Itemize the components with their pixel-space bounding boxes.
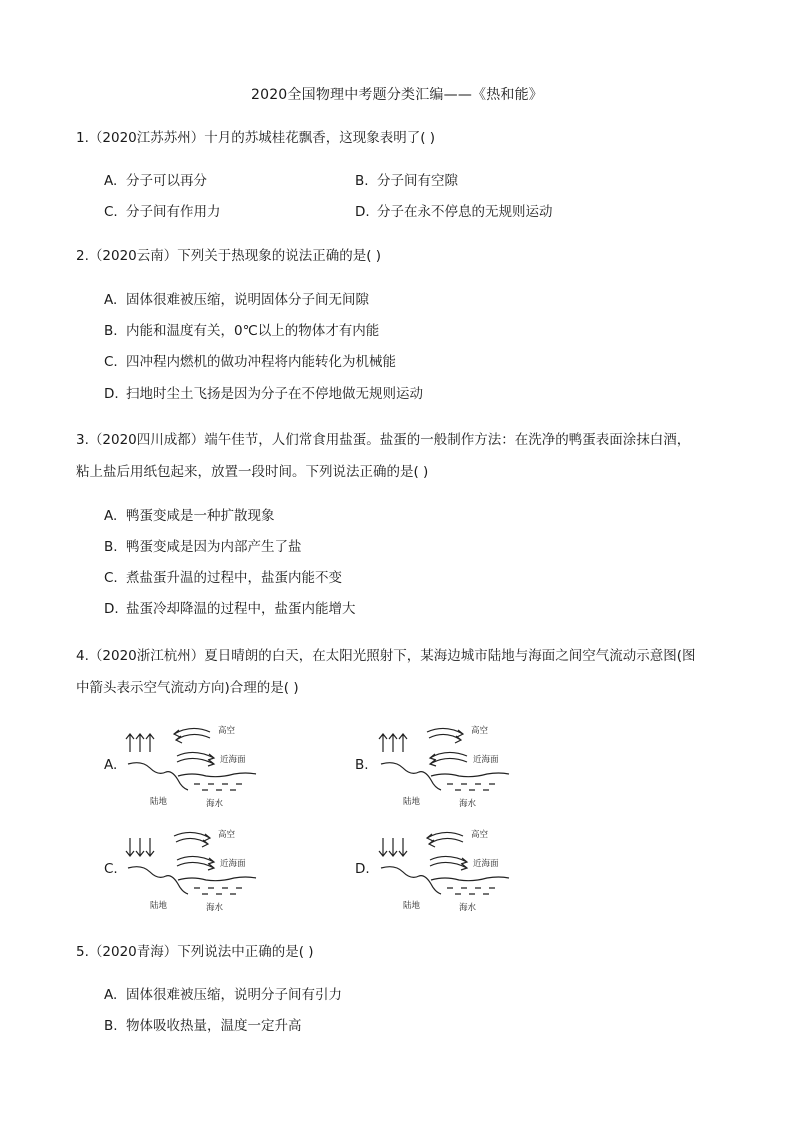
option-label: B. xyxy=(104,1018,118,1034)
down-arrow-icon xyxy=(379,838,387,856)
q3-option-d xyxy=(104,599,356,619)
question-number: 5. xyxy=(76,944,89,960)
q3-option-a xyxy=(104,506,275,526)
q2-option-a xyxy=(104,290,369,310)
label-near-sea: 近海面 xyxy=(473,859,499,869)
question-text: （2020云南）下列关于热现象的说法正确的是( ) xyxy=(88,248,382,264)
option-text: 盐蛋冷却降温的过程中，盐蛋内能增大 xyxy=(126,601,356,617)
q4-option-d-label: D. xyxy=(355,861,370,877)
up-arrow-icon xyxy=(389,734,397,752)
question-text: （2020青海）下列说法中正确的是( ) xyxy=(88,944,314,960)
sea-surface xyxy=(178,773,256,777)
question-1-stem xyxy=(76,124,736,152)
label-land: 陆地 xyxy=(403,901,421,911)
water-marks xyxy=(194,888,242,894)
option-text: 分子间有作用力 xyxy=(126,204,221,220)
question-line-2: 粘上盐后用纸包起来，放置一段时间。下列说法正确的是( ) xyxy=(76,464,429,480)
sea-surface xyxy=(431,773,509,777)
option-label: B. xyxy=(355,173,369,189)
option-text: 内能和温度有关，0℃以上的物体才有内能 xyxy=(126,323,380,339)
label-high: 高空 xyxy=(218,830,236,840)
label-near-sea: 近海面 xyxy=(220,755,246,765)
option-label: D. xyxy=(104,386,119,402)
q2-option-b xyxy=(104,321,379,341)
option-label: A. xyxy=(104,508,118,524)
label-sea: 海水 xyxy=(206,799,224,809)
option-text: 分子间有空隙 xyxy=(377,173,458,189)
water-marks xyxy=(447,784,495,790)
sea-surface xyxy=(431,877,509,881)
option-text: 四冲程内燃机的做功冲程将内能转化为机械能 xyxy=(126,354,396,370)
q4-diagram-b xyxy=(375,720,525,812)
left-arrow-icon xyxy=(429,838,463,847)
question-number: 2. xyxy=(76,248,89,264)
page-title: 2020全国物理中考题分类汇编——《热和能》 xyxy=(250,87,544,103)
up-arrow-icon xyxy=(136,734,144,752)
q4-option-a-label: A. xyxy=(104,757,118,773)
label-near-sea: 近海面 xyxy=(220,859,246,869)
q3-option-b xyxy=(104,537,302,557)
right-arrow-icon xyxy=(176,838,208,847)
q5-option-a xyxy=(104,985,342,1005)
question-text: （2020江苏苏州）十月的苏城桂花飘香，这现象表明了( ) xyxy=(88,130,436,146)
question-5-stem xyxy=(76,938,736,966)
down-arrow-icon xyxy=(146,838,154,856)
q2-option-c xyxy=(104,352,396,372)
question-4-stem xyxy=(76,640,736,704)
option-text: 煮盐蛋升温的过程中，盐蛋内能不变 xyxy=(126,570,342,586)
option-label: D. xyxy=(104,601,119,617)
option-text: 固体很难被压缩，说明分子间有引力 xyxy=(126,987,342,1003)
up-arrow-icon xyxy=(146,734,154,752)
q2-option-d xyxy=(104,384,423,404)
q3-option-c xyxy=(104,568,342,588)
label-land: 陆地 xyxy=(403,797,421,807)
right-arrow-icon xyxy=(429,734,461,743)
label-high: 高空 xyxy=(218,726,236,736)
water-marks xyxy=(447,888,495,894)
option-text: 扫地时尘土飞扬是因为分子在不停地做无规则运动 xyxy=(126,386,423,402)
option-label: B. xyxy=(104,323,118,339)
option-text: 鸭蛋变咸是一种扩散现象 xyxy=(126,508,275,524)
label-land: 陆地 xyxy=(150,797,168,807)
option-label: D. xyxy=(355,204,370,220)
up-arrow-icon xyxy=(379,734,387,752)
q4-option-c-label: C. xyxy=(104,861,118,877)
q1-option-d xyxy=(355,202,553,222)
question-number: 1. xyxy=(76,130,89,146)
left-arrow-icon xyxy=(176,734,210,743)
label-high: 高空 xyxy=(471,726,489,736)
question-number: 3. xyxy=(76,432,89,448)
down-arrow-icon xyxy=(399,838,407,856)
option-label: A. xyxy=(104,292,118,308)
option-text: 分子可以再分 xyxy=(126,173,207,189)
up-arrow-icon xyxy=(399,734,407,752)
option-label: A. xyxy=(104,987,118,1003)
q1-option-c xyxy=(104,202,221,222)
label-sea: 海水 xyxy=(206,903,224,913)
label-sea: 海水 xyxy=(459,799,477,809)
q4-diagram-d xyxy=(375,824,525,916)
q5-option-b xyxy=(104,1016,302,1036)
option-text: 鸭蛋变咸是因为内部产生了盐 xyxy=(126,539,302,555)
q4-option-b-label: B. xyxy=(355,757,369,773)
label-sea: 海水 xyxy=(459,903,477,913)
question-text: （2020浙江杭州）夏日晴朗的白天，在太阳光照射下，某海边城市陆地与海面之间空气流动示意图(图 xyxy=(88,648,696,664)
option-text: 分子在永不停息的无规则运动 xyxy=(377,204,553,220)
label-high: 高空 xyxy=(471,830,489,840)
question-2-stem xyxy=(76,242,736,270)
down-arrow-icon xyxy=(136,838,144,856)
option-text: 物体吸收热量，温度一定升高 xyxy=(126,1018,302,1034)
label-land: 陆地 xyxy=(150,901,168,911)
q1-option-b xyxy=(355,171,458,191)
question-line-1 xyxy=(76,424,736,456)
q4-diagram-c xyxy=(122,824,272,916)
option-label: C. xyxy=(104,354,118,370)
q1-option-a xyxy=(104,171,207,191)
question-line-2: 中箭头表示空气流动方向)合理的是( ) xyxy=(76,680,299,696)
label-near-sea: 近海面 xyxy=(473,755,499,765)
sea-surface xyxy=(178,877,256,881)
option-label: C. xyxy=(104,570,118,586)
water-marks xyxy=(194,784,242,790)
option-label: C. xyxy=(104,204,118,220)
question-text: （2020四川成都）端午佳节，人们常食用盐蛋。盐蛋的一般制作方法：在洗净的鸭蛋表面涂抹白酒， xyxy=(88,432,691,448)
down-arrow-icon xyxy=(126,838,134,856)
q4-diagram-a xyxy=(122,720,272,812)
right-arrow-icon xyxy=(427,728,463,737)
question-line-1 xyxy=(76,640,736,672)
option-label: A. xyxy=(104,173,118,189)
down-arrow-icon xyxy=(389,838,397,856)
option-label: B. xyxy=(104,539,118,555)
option-text: 固体很难被压缩，说明固体分子间无间隙 xyxy=(126,292,369,308)
right-arrow-icon xyxy=(174,832,210,841)
question-3-stem xyxy=(76,424,736,488)
question-number: 4. xyxy=(76,648,89,664)
up-arrow-icon xyxy=(126,734,134,752)
